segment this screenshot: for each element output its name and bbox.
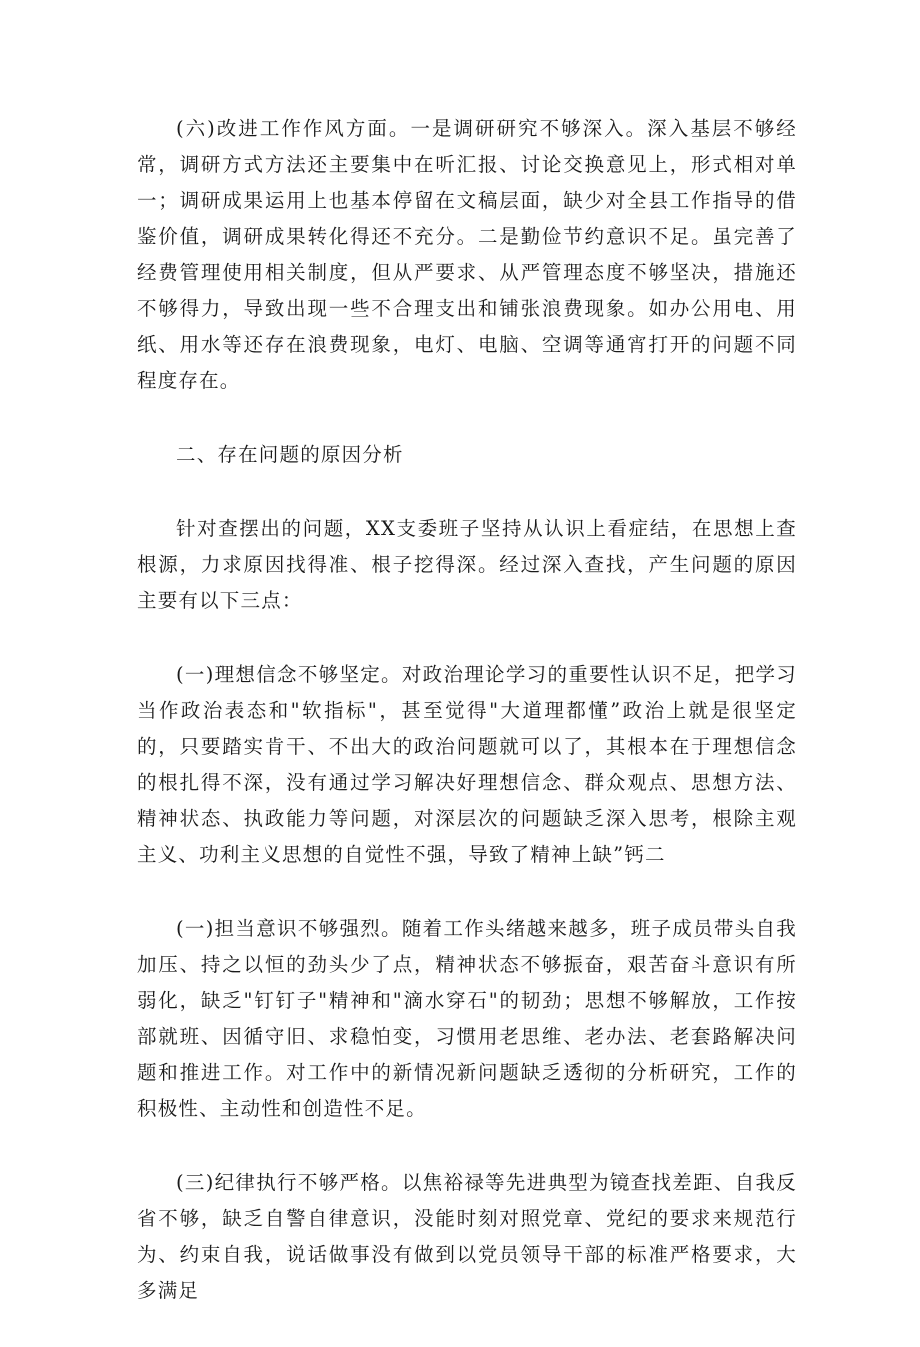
paragraph-responsibility: (一)担当意识不够强烈。随着工作头绪越来越多，班子成员带头自我加压、持之以恒的劲头少了点，精神状态不够振奋，艰苦奋斗意识有所弱化，缺乏"钉钉子"精神和"滴水穿石"的韧劲；思想不够解放，工作按部就班、因循守旧、求稳怕变，习惯用老思维、老办法、老套路解决问题和推进工作。对工作中的新情况新问题缺乏透彻的分析研究，工作的积极性、主动性和创造性不足。 — [137, 917, 797, 1120]
section-heading-cause-analysis: 二、存在问题的原因分析 — [176, 443, 404, 466]
paragraph-work-style: (六)改进工作作风方面。一是调研研究不够深入。深入基层不够经常，调研方式方法还主要集中在听汇报、讨论交换意见上，形式相对单一；调研成果运用上也基本停留在文稿层面，缺少对全县工作指导的借鉴价值，调研成果转化得还不充分。二是勤俭节约意识不足。虽完善了经费管理使用相关制度，但从严要求、从严管理态度不够坚决，措施还不够得力，导致出现一些不合理支出和铺张浪费现象。如办公用电、用纸、用水等还存在浪费现象，电灯、电脑、空调等通宵打开的问题不同程度存在。 — [137, 117, 797, 392]
paragraph-discipline: (三)纪律执行不够严格。以焦裕禄等先进典型为镜查找差距、自我反省不够，缺乏自警自律意识，没能时刻对照党章、党纪的要求来规范行为、约束自我，说话做事没有做到以党员领导干部的标准严格要求，大多满足 — [137, 1171, 797, 1302]
paragraph-ideals-beliefs: (一)理想信念不够坚定。对政治理论学习的重要性认识不足，把学习当作政治表态和"软指标"，甚至觉得"大道理都懂”政治上就是很坚定的，只要踏实肯干、不出大的政治问题就可以了，其根本在于理想信念的根扎得不深，没有通过学习解决好理想信念、群众观点、思想方法、精神状态、执政能力等问题，对深层次的问题缺乏深入思考，根除主观主义、功利主义思想的自觉性不强，导致了精神上缺”钙二 — [137, 663, 797, 866]
document-body — [137, 111, 797, 1347]
paragraph-intro: 针对查摆出的问题，XX支委班子坚持从认识上看症结，在思想上查根源，力求原因找得准、根子挖得深。经过深入查找，产生问题的原因主要有以下三点： — [137, 517, 797, 612]
